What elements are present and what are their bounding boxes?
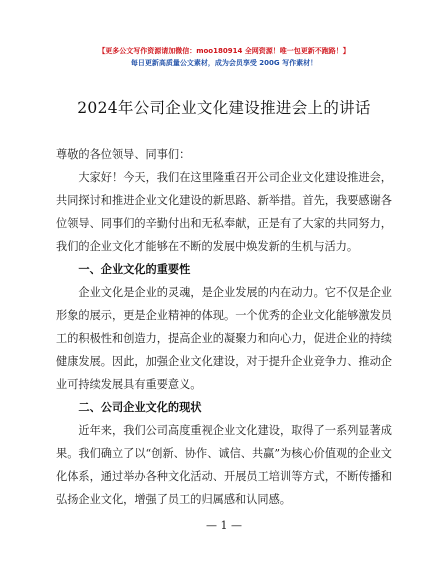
document-title: 2024年公司企业文化建设推进会上的讲话 (77, 99, 371, 117)
section-1-heading: 一、企业文化的重要性 (78, 263, 191, 276)
salutation: 尊敬的各位领导、同事们： (56, 148, 191, 161)
section-2-paragraph: 近年来，我们公司高度重视企业文化建设，取得了一系列显著成果。我们确立了以“创新、协作、诚信、共赢”为核心价值观的企业文化体系，通过举办各种文化活动、开展员工培训等方式，不断传播和弘扬企业文化，增强了员工的归属感和认同感。 (56, 424, 392, 506)
intro-paragraph: 大家好！今天，我们在这里隆重召开公司企业文化建设推进会，共同探讨和推进企业文化建设的新思路、新举措。首先，我要感谢各位领导、同事们的辛勤付出和无私奉献，正是有了大家的共同努力，我们的企业文化才能够在不断的发展中焕发新的生机与活力。 (56, 171, 392, 253)
document-body (56, 143, 392, 511)
section-1-paragraph: 企业文化是企业的灵魂，是企业发展的内在动力。它不仅是企业形象的展示，更是企业精神的体现。一个优秀的企业文化能够激发员工的积极性和创造力，提高企业的凝聚力和向心力，促进企业的持续健康发展。因此，加强企业文化建设，对于提升企业竞争力、推动企业可持续发展具有重要意义。 (56, 286, 392, 391)
section-2-heading: 二、公司企业文化的现状 (78, 401, 202, 414)
page-number: — 1 — (206, 519, 242, 532)
promo-banner-line1: 【更多公文写作资源请加微信：moo180914 全网资源！唯一包更新不跑路！】 (98, 47, 350, 55)
promo-banner-line2: 每日更新高质量公文素材，成为会员享受 200G 写作素材！ (130, 59, 318, 67)
